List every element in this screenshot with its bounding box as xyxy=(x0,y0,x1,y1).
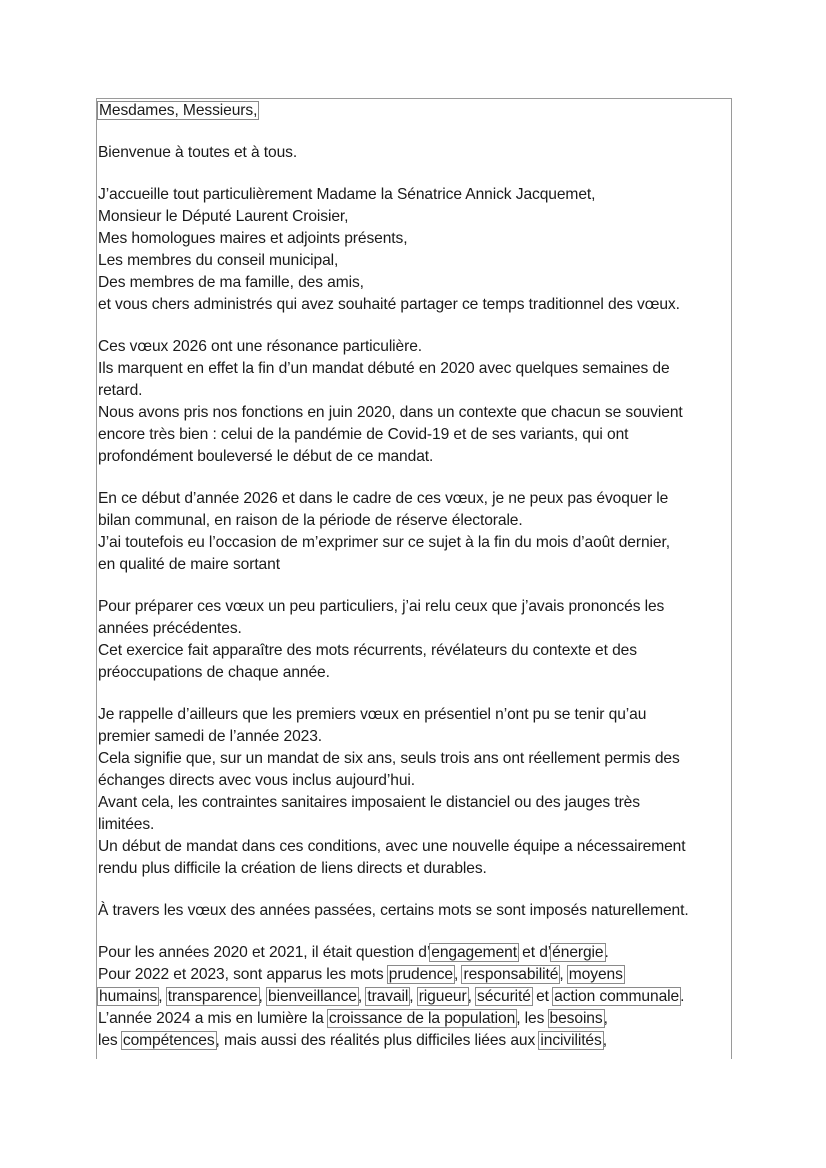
highlighted-keyword: responsabilité xyxy=(463,966,559,983)
paragraph xyxy=(98,704,730,880)
text-line xyxy=(98,618,730,640)
text-segment: et d’ xyxy=(517,944,552,961)
text-segment: Ces vœux 2026 ont une résonance particulière. xyxy=(98,338,423,355)
highlighted-keyword: action communale xyxy=(554,988,680,1005)
paragraph xyxy=(98,336,730,468)
text-line xyxy=(98,184,730,206)
highlighted-keyword: bienveillance xyxy=(268,988,357,1005)
text-line xyxy=(98,1030,730,1052)
text-segment: Un début de mandat dans ces conditions, avec une nouvelle équipe a nécessairement xyxy=(98,838,686,855)
text-segment: Mes homologues maires et adjoints présents, xyxy=(98,230,408,247)
text-line xyxy=(98,142,730,164)
paragraph xyxy=(98,100,730,122)
text-line xyxy=(98,424,730,446)
highlighted-keyword: croissance de la population xyxy=(328,1010,516,1027)
text-line xyxy=(98,900,730,922)
text-segment: profondément bouleversé le début de ce mandat. xyxy=(98,448,434,465)
text-segment: En ce début d’année 2026 et dans le cadre de ces vœux, je ne peux pas évoquer le xyxy=(98,490,669,507)
highlighted-keyword: travail xyxy=(367,988,409,1005)
highlighted-keyword: humains xyxy=(99,988,158,1005)
text-line xyxy=(98,358,730,380)
text-segment: et xyxy=(531,988,554,1005)
text-line xyxy=(98,640,730,662)
highlighted-keyword: besoins xyxy=(549,1010,603,1027)
text-segment: Monsieur le Député Laurent Croisier, xyxy=(98,208,349,225)
text-line xyxy=(98,858,730,880)
text-segment: J’ai toutefois eu l’occasion de m’exprimer sur ce sujet à la fin du mois d’août dernier, xyxy=(98,534,670,551)
text-line xyxy=(98,986,730,1008)
highlighted-keyword: incivilités xyxy=(540,1032,602,1049)
text-segment: , xyxy=(158,988,167,1005)
text-line xyxy=(98,770,730,792)
text-segment: encore très bien : celui de la pandémie de Covid-19 et de ses variants, qui ont xyxy=(98,426,629,443)
text-line xyxy=(98,446,730,468)
highlighted-keyword: Mesdames, Messieurs, xyxy=(99,102,258,119)
text-line xyxy=(98,964,730,986)
text-segment: bilan communal, en raison de la période de réserve électorale. xyxy=(98,512,523,529)
paragraph xyxy=(98,900,730,922)
paragraph xyxy=(98,942,730,1052)
text-line xyxy=(98,228,730,250)
text-line xyxy=(98,814,730,836)
text-segment: les xyxy=(98,1032,122,1049)
highlighted-keyword: moyens xyxy=(568,966,623,983)
text-line xyxy=(98,510,730,532)
paragraph xyxy=(98,488,730,576)
text-line xyxy=(98,554,730,576)
text-line xyxy=(98,402,730,424)
text-segment: , xyxy=(602,1032,607,1049)
text-segment: . xyxy=(604,944,609,961)
text-segment: L’année 2024 a mis en lumière la xyxy=(98,1010,328,1027)
text-line xyxy=(98,726,730,748)
paragraph xyxy=(98,142,730,164)
highlighted-keyword: sécurité xyxy=(477,988,531,1005)
text-segment: échanges directs avec vous inclus aujourd’hui. xyxy=(98,772,415,789)
text-line xyxy=(98,596,730,618)
document-body xyxy=(98,100,730,1072)
highlighted-keyword: engagement xyxy=(431,944,517,961)
text-segment: À travers les vœux des années passées, certains mots se sont imposés naturellement. xyxy=(98,902,689,919)
text-line xyxy=(98,836,730,858)
text-segment: Pour les années 2020 et 2021, il était question d’ xyxy=(98,944,431,961)
highlighted-keyword: prudence xyxy=(388,966,454,983)
highlighted-keyword: transparence xyxy=(167,988,258,1005)
text-segment: , xyxy=(467,988,477,1005)
text-segment: Cela signifie que, sur un mandat de six ans, seuls trois ans ont réellement permis des xyxy=(98,750,680,767)
text-segment: , xyxy=(357,988,367,1005)
text-segment: J’accueille tout particulièrement Madame la Sénatrice Annick Jacquemet, xyxy=(98,186,596,203)
text-segment: Des membres de ma famille, des amis, xyxy=(98,274,364,291)
paragraph xyxy=(98,596,730,684)
text-segment: rendu plus difficile la création de liens directs et durables. xyxy=(98,860,487,877)
text-segment: retard. xyxy=(98,382,143,399)
text-line xyxy=(98,942,730,964)
text-segment: , xyxy=(559,966,568,983)
highlighted-keyword: énergie xyxy=(552,944,604,961)
text-segment: , xyxy=(603,1010,608,1027)
text-segment: , mais aussi des réalités plus difficiles liées aux xyxy=(215,1032,540,1049)
text-line xyxy=(98,532,730,554)
text-segment: , les xyxy=(516,1010,549,1027)
text-line xyxy=(98,792,730,814)
highlighted-keyword: rigueur xyxy=(418,988,467,1005)
text-line xyxy=(98,662,730,684)
text-line xyxy=(98,488,730,510)
text-line xyxy=(98,272,730,294)
text-segment: Bienvenue à toutes et à tous. xyxy=(98,144,298,161)
text-segment: Pour 2022 et 2023, sont apparus les mots xyxy=(98,966,388,983)
text-segment: . xyxy=(680,988,685,1005)
text-line xyxy=(98,250,730,272)
text-segment: , xyxy=(258,988,268,1005)
text-segment: , xyxy=(454,966,463,983)
paragraph xyxy=(98,184,730,316)
text-segment: Avant cela, les contraintes sanitaires imposaient le distanciel ou des jauges très xyxy=(98,794,640,811)
text-line xyxy=(98,206,730,228)
text-segment: années précédentes. xyxy=(98,620,242,637)
text-line xyxy=(98,704,730,726)
text-segment: Ils marquent en effet la fin d’un mandat débuté en 2020 avec quelques semaines de xyxy=(98,360,670,377)
text-line xyxy=(98,748,730,770)
text-line xyxy=(98,294,730,316)
text-line xyxy=(98,336,730,358)
text-segment: et vous chers administrés qui avez souhaité partager ce temps traditionnel des vœux. xyxy=(98,296,680,313)
text-segment: Pour préparer ces vœux un peu particuliers, j’ai relu ceux que j’avais prononcés les xyxy=(98,598,665,615)
text-segment: premier samedi de l’année 2023. xyxy=(98,728,323,745)
text-line xyxy=(98,100,730,122)
highlighted-keyword: compétences xyxy=(122,1032,215,1049)
text-segment: en qualité de maire sortant xyxy=(98,556,280,573)
text-segment: préoccupations de chaque année. xyxy=(98,664,330,681)
text-segment: , xyxy=(409,988,418,1005)
text-line xyxy=(98,380,730,402)
text-segment: Nous avons pris nos fonctions en juin 2020, dans un contexte que chacun se souvient xyxy=(98,404,683,421)
text-segment: Les membres du conseil municipal, xyxy=(98,252,339,269)
text-segment: Cet exercice fait apparaître des mots récurrents, révélateurs du contexte et des xyxy=(98,642,637,659)
text-line xyxy=(98,1008,730,1030)
text-segment: Je rappelle d’ailleurs que les premiers vœux en présentiel n’ont pu se tenir qu’au xyxy=(98,706,647,723)
text-segment: limitées. xyxy=(98,816,155,833)
